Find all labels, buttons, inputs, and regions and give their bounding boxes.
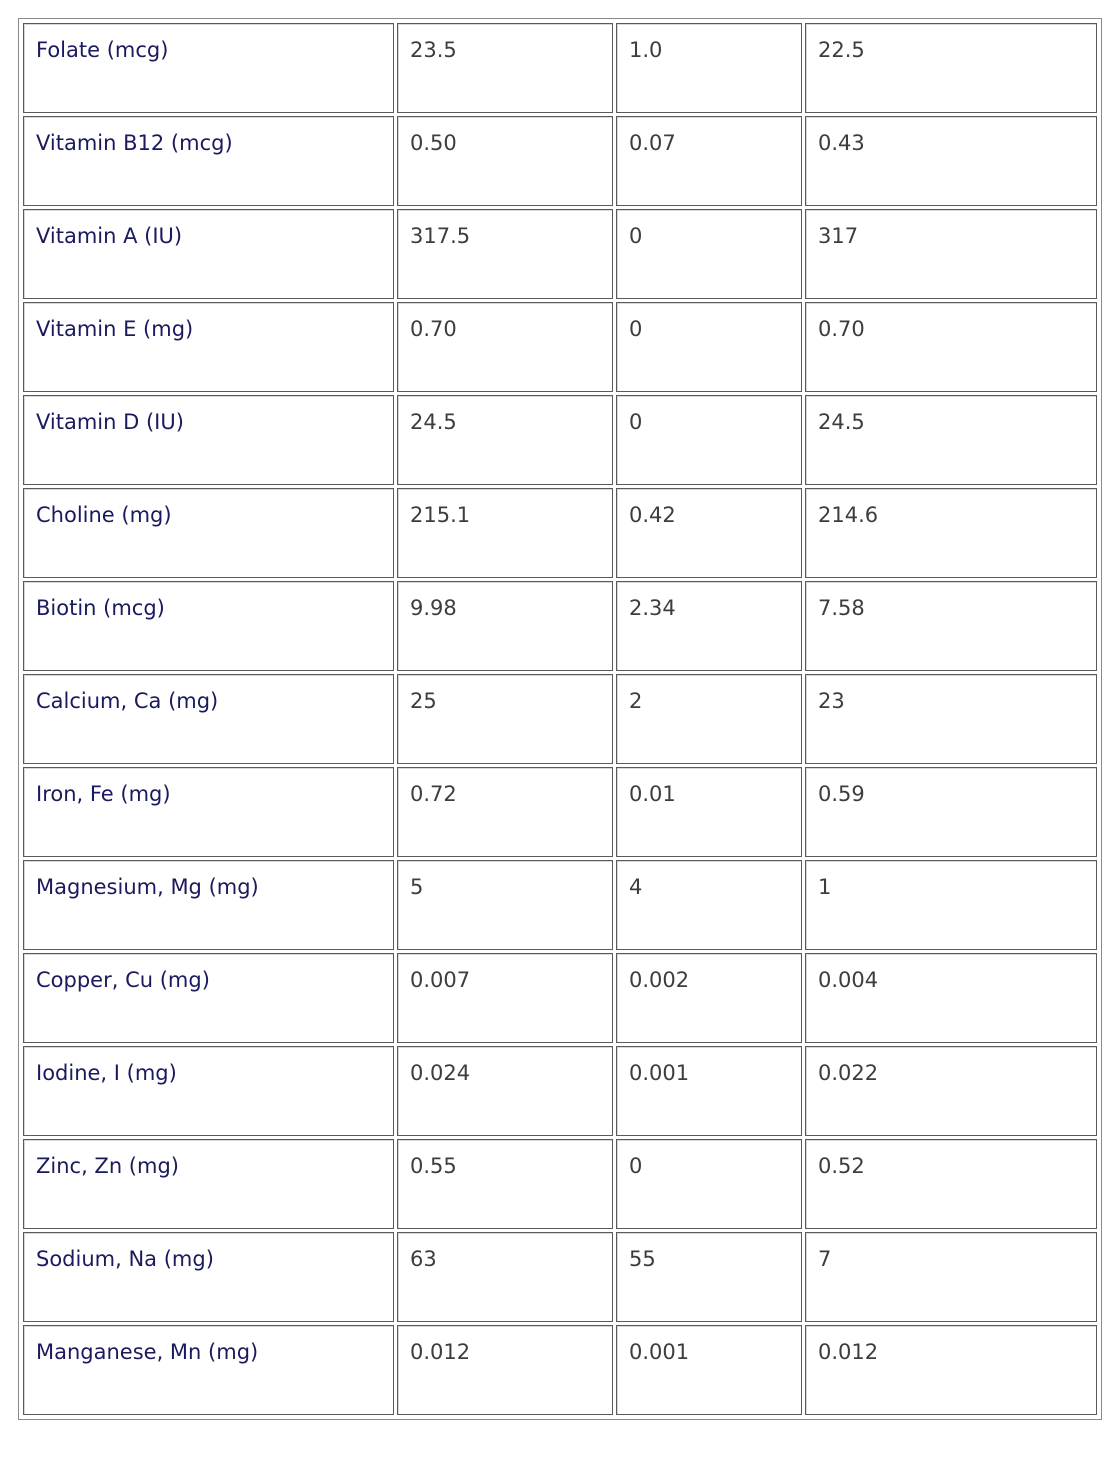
value-cell-2: 55 xyxy=(616,1232,802,1322)
value-cell-2: 2.34 xyxy=(616,581,802,671)
value-cell-3: 23 xyxy=(805,674,1097,764)
value-cell-2: 0.42 xyxy=(616,488,802,578)
value-cell-2: 0.01 xyxy=(616,767,802,857)
nutrient-cell: Vitamin B12 (mcg) xyxy=(23,116,394,206)
value-cell-1: 9.98 xyxy=(397,581,613,671)
nutrient-cell: Choline (mg) xyxy=(23,488,394,578)
nutrient-cell: Vitamin D (IU) xyxy=(23,395,394,485)
nutrient-cell: Calcium, Ca (mg) xyxy=(23,674,394,764)
table-row xyxy=(23,302,1097,392)
nutrient-cell: Vitamin E (mg) xyxy=(23,302,394,392)
value-cell-3: 317 xyxy=(805,209,1097,299)
table-row xyxy=(23,116,1097,206)
value-cell-3: 0.022 xyxy=(805,1046,1097,1136)
value-cell-1: 0.70 xyxy=(397,302,613,392)
value-cell-3: 1 xyxy=(805,860,1097,950)
value-cell-1: 215.1 xyxy=(397,488,613,578)
table-row xyxy=(23,674,1097,764)
nutrition-table-body xyxy=(23,23,1097,1415)
value-cell-2: 2 xyxy=(616,674,802,764)
value-cell-1: 0.50 xyxy=(397,116,613,206)
nutrient-cell: Zinc, Zn (mg) xyxy=(23,1139,394,1229)
value-cell-2: 0 xyxy=(616,395,802,485)
value-cell-1: 0.012 xyxy=(397,1325,613,1415)
value-cell-2: 0.001 xyxy=(616,1325,802,1415)
table-row xyxy=(23,767,1097,857)
table-row xyxy=(23,488,1097,578)
value-cell-3: 0.012 xyxy=(805,1325,1097,1415)
value-cell-1: 317.5 xyxy=(397,209,613,299)
value-cell-3: 0.59 xyxy=(805,767,1097,857)
value-cell-1: 25 xyxy=(397,674,613,764)
nutrient-cell: Biotin (mcg) xyxy=(23,581,394,671)
nutrition-table xyxy=(20,20,1100,1418)
value-cell-3: 0.004 xyxy=(805,953,1097,1043)
value-cell-1: 24.5 xyxy=(397,395,613,485)
value-cell-1: 0.007 xyxy=(397,953,613,1043)
value-cell-1: 0.55 xyxy=(397,1139,613,1229)
table-row xyxy=(23,860,1097,950)
table-row xyxy=(23,395,1097,485)
value-cell-2: 4 xyxy=(616,860,802,950)
value-cell-1: 0.024 xyxy=(397,1046,613,1136)
nutrient-cell: Sodium, Na (mg) xyxy=(23,1232,394,1322)
table-row xyxy=(23,581,1097,671)
table-row xyxy=(23,23,1097,113)
value-cell-3: 22.5 xyxy=(805,23,1097,113)
nutrient-cell: Copper, Cu (mg) xyxy=(23,953,394,1043)
table-row xyxy=(23,1325,1097,1415)
value-cell-2: 0 xyxy=(616,302,802,392)
value-cell-2: 0.07 xyxy=(616,116,802,206)
value-cell-1: 63 xyxy=(397,1232,613,1322)
value-cell-3: 24.5 xyxy=(805,395,1097,485)
nutrient-cell: Magnesium, Mg (mg) xyxy=(23,860,394,950)
value-cell-1: 23.5 xyxy=(397,23,613,113)
nutrient-cell: Folate (mcg) xyxy=(23,23,394,113)
value-cell-2: 0.001 xyxy=(616,1046,802,1136)
value-cell-2: 1.0 xyxy=(616,23,802,113)
table-row xyxy=(23,1232,1097,1322)
value-cell-1: 5 xyxy=(397,860,613,950)
nutrition-table-container xyxy=(18,18,1102,1420)
nutrient-cell: Iron, Fe (mg) xyxy=(23,767,394,857)
value-cell-1: 0.72 xyxy=(397,767,613,857)
nutrient-cell: Iodine, I (mg) xyxy=(23,1046,394,1136)
value-cell-3: 7.58 xyxy=(805,581,1097,671)
table-row xyxy=(23,1139,1097,1229)
value-cell-3: 214.6 xyxy=(805,488,1097,578)
value-cell-2: 0 xyxy=(616,1139,802,1229)
nutrient-cell: Vitamin A (IU) xyxy=(23,209,394,299)
value-cell-2: 0 xyxy=(616,209,802,299)
value-cell-2: 0.002 xyxy=(616,953,802,1043)
table-row xyxy=(23,953,1097,1043)
value-cell-3: 0.70 xyxy=(805,302,1097,392)
nutrient-cell: Manganese, Mn (mg) xyxy=(23,1325,394,1415)
value-cell-3: 0.43 xyxy=(805,116,1097,206)
table-row xyxy=(23,1046,1097,1136)
value-cell-3: 7 xyxy=(805,1232,1097,1322)
value-cell-3: 0.52 xyxy=(805,1139,1097,1229)
table-row xyxy=(23,209,1097,299)
